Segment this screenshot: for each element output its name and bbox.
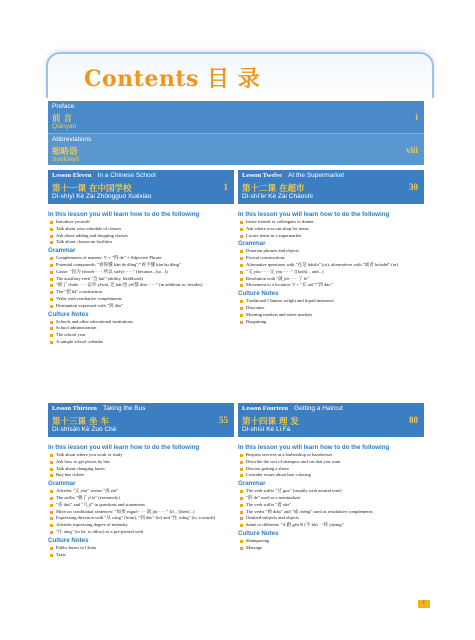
lesson-12-body — [238, 210, 424, 325]
culture-heading: Culture Notes — [48, 310, 89, 318]
list-item: School administration — [48, 325, 234, 332]
abbreviations-label: Abbreviations — [52, 136, 92, 143]
list-item: Morning markets and street markets — [238, 312, 424, 319]
list-item: Introduce yourself — [48, 219, 234, 226]
list-item: "多 duō" and "几 jǐ" in questions and statements — [48, 502, 234, 509]
lesson-chinese: 第十二课 在超市 — [242, 184, 305, 194]
list-item: The verb suffix "过 guo" (usually with neutral tone) — [238, 488, 424, 495]
list-item: Consider issues about hair coloring — [238, 472, 424, 479]
list-item: Resolution with "就 jiù······了 le" — [238, 276, 424, 283]
culture-heading: Culture Notes — [48, 536, 89, 544]
list-item: The auxiliary verb "会 huì" (ability, likelihood) — [48, 276, 234, 283]
lesson-14-body — [238, 443, 424, 552]
list-item: The verb suffix "着 zhe" — [238, 502, 424, 509]
list-item: Request services at a barbershop or hairdresser — [238, 452, 424, 459]
grammar-heading: Grammar — [238, 480, 266, 488]
abbreviations-page: viii — [405, 145, 418, 155]
lesson-12-header[interactable] — [238, 170, 424, 204]
list-item: Buy bus tickets — [48, 472, 234, 479]
grammar-heading: Grammar — [238, 240, 266, 248]
preface-pinyin: Qiányán — [52, 123, 77, 130]
lesson-11-header[interactable] — [48, 170, 234, 204]
page-number: i — [418, 600, 430, 608]
learn-heading: In this lesson you will learn how to do the following — [238, 211, 390, 218]
list-item: The suffix "极了 jí le" (extremely) — [48, 495, 234, 502]
lesson-13-header[interactable] — [48, 403, 234, 437]
lesson-13-body — [48, 443, 234, 558]
list-item: "除了 chúle······以外 yǐwài, 还 hái/也 yě/都 dōu······" (in addition to; besides) — [48, 282, 234, 289]
lesson-11-body — [48, 210, 234, 346]
list-item: A sample school calendar — [48, 339, 234, 346]
lesson-pinyin: Dì-shí'èr Kè Zài Chāoshì — [242, 193, 313, 200]
list-item: Invite friends or colleagues to dinner — [238, 219, 424, 226]
list-item: Talk about where you work or study — [48, 452, 234, 459]
list-item: Expressing direction with "从 cóng" (from), "到 dào" (to) and "往 wǎng" (to, towards) — [48, 515, 234, 522]
lesson-page: 55 — [219, 415, 228, 425]
list-item: Destination expressed with "到 dào" — [48, 303, 234, 310]
list-item: The "把 bǎ" construction — [48, 289, 234, 296]
list-item: Pivotal constructions — [238, 255, 424, 262]
lesson-title: Lesson Eleven In a Chinese School — [52, 172, 156, 179]
list-item: "又 yòu······又 yòu······" ([both]... and...) — [238, 269, 424, 276]
list-item: Verbs with resultative complements — [48, 296, 234, 303]
list-item: Bargaining — [238, 319, 424, 326]
preface-label: Preface — [52, 103, 75, 110]
lesson-chinese: 第十四课 理 发 — [242, 417, 299, 427]
list-item: Ask where you can shop for items — [238, 226, 424, 233]
abbreviations-chinese: 缩略语 — [52, 147, 78, 157]
list-item: Talk about changing buses — [48, 466, 234, 473]
list-item: Ask about adding and dropping classes — [48, 233, 234, 240]
list-item: Movement to a location: V + "在 zài"/"到 dào" — [238, 282, 424, 289]
preface-chinese: 前 言 — [52, 114, 72, 124]
lesson-page: 30 — [409, 182, 418, 192]
preface-entry[interactable] — [48, 101, 424, 133]
list-item: Omitted subjects and objects — [238, 515, 424, 522]
lesson-14-header[interactable] — [238, 403, 424, 437]
lesson-title: Lesson Thirteen Taking the Bus — [52, 405, 146, 412]
learn-heading: In this lesson you will learn how to do the following — [48, 211, 200, 218]
list-item: Duration phrases and objects — [238, 248, 424, 255]
list-item: Taxis — [48, 552, 234, 559]
grammar-heading: Grammar — [48, 480, 76, 488]
preface-page: i — [415, 112, 418, 122]
list-item: Shampooing — [238, 538, 424, 545]
page-title: Contents 目 录 — [84, 66, 261, 92]
list-item: "让 ràng" (to let, to allow) as a pre-pivotal verb — [48, 529, 234, 536]
list-item: Schools and other educational institutions — [48, 319, 234, 326]
lesson-pinyin: Dì-shíyī Kè Zài Zhōngguó Xuéxiào — [52, 193, 152, 200]
list-item: Talk about classroom facilities — [48, 239, 234, 246]
lesson-chinese: 第十三课 坐 车 — [52, 417, 109, 427]
list-item: Adverbs "又 yòu" versus "再 zài" — [48, 488, 234, 495]
list-item: Same or different: "A 跟 gēn B (不 bù) 一样 yíyàng" — [238, 522, 424, 529]
lesson-page: 80 — [409, 415, 418, 425]
culture-heading: Culture Notes — [238, 529, 279, 537]
abbreviations-pinyin: Suōlüèyǔ — [52, 156, 80, 163]
lesson-title: Lesson Twelve At the Supermarket — [242, 172, 345, 179]
abbreviations-entry[interactable] — [48, 133, 424, 165]
list-item: Cause: "因为 yīnwèi······所以 suǒyǐ······" (because...[so...]) — [48, 269, 234, 276]
list-item: Potential compounds: "看得懂 kàn de dǒng"/"看不懂 kàn bu dǒng" — [48, 262, 234, 269]
lesson-page: 1 — [223, 182, 228, 192]
list-item: Alternative questions with "还是 háishi" (or); alternatives with "或者 huòzhě" (or) — [238, 262, 424, 269]
list-item: Locate items in a supermarket — [238, 233, 424, 240]
lesson-pinyin: Dì-shísì Kè Lǐ Fà — [242, 426, 291, 433]
learn-heading: In this lesson you will learn how to do the following — [238, 444, 390, 451]
list-item: Discuss getting a shave — [238, 466, 424, 473]
list-item: Massage — [238, 545, 424, 552]
list-item: Public buses in China — [48, 545, 234, 552]
contents-title-tab — [46, 52, 434, 98]
learn-heading: In this lesson you will learn how to do the following — [48, 444, 200, 451]
lesson-pinyin: Dì-shísān Kè Zuò Chē — [52, 426, 117, 433]
grammar-heading: Grammar — [48, 247, 76, 255]
list-item: Describe the sort of shampoo and cut that you want — [238, 459, 424, 466]
list-item: Discounts — [238, 305, 424, 312]
list-item: Adverbs expressing degree of intensity — [48, 522, 234, 529]
list-item: Traditional Chinese weight and liquid measures — [238, 298, 424, 305]
list-item: "的 de" used as a nominalizer — [238, 495, 424, 502]
list-item: The school year — [48, 332, 234, 339]
lesson-chinese: 第十一课 在中国学校 — [52, 184, 132, 194]
list-item: More on conditional sentences: "如果 rúguǒ······就 jiù······" (if... [then]...) — [48, 509, 234, 516]
list-item: Talk about your schedule of classes — [48, 226, 234, 233]
list-item: Ask how to get places by bus — [48, 459, 234, 466]
list-item: Complements of manner: V + "得 de" + Adjective Phrase — [48, 255, 234, 262]
lesson-title: Lesson Fourteen Getting a Haircut — [242, 405, 343, 412]
culture-heading: Culture Notes — [238, 290, 279, 298]
list-item: The verbs "掉 diào" and "成 chéng" used as resultative complements — [238, 509, 424, 516]
